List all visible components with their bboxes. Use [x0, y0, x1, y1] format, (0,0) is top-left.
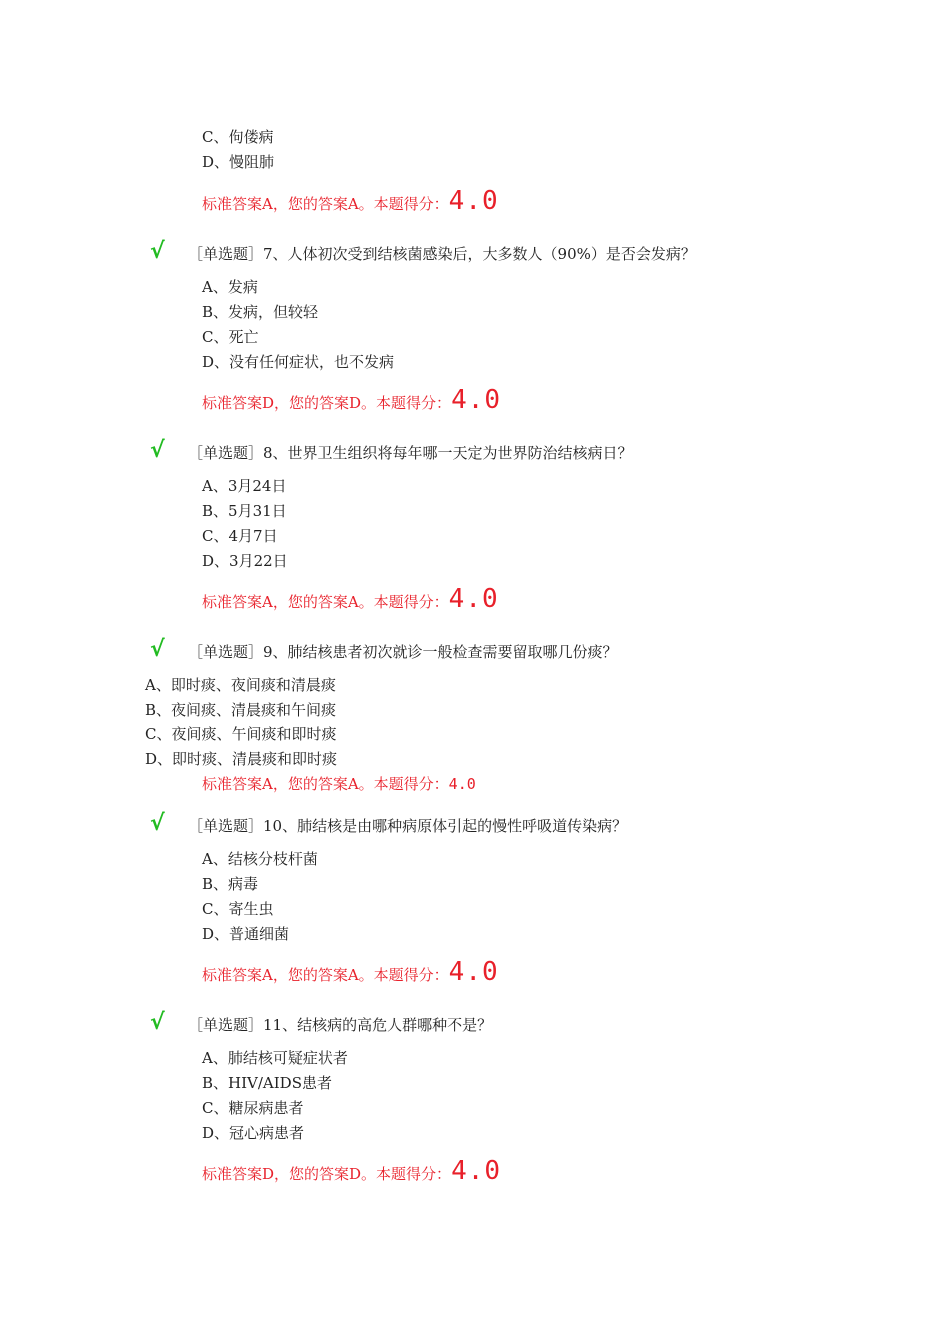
option-b: B、HIV/AIDS患者: [202, 1074, 332, 1092]
option-a: A、发病: [202, 278, 258, 296]
option-d: D、冠心病患者: [202, 1124, 305, 1142]
option-b: B、病毒: [202, 875, 259, 893]
option-d: D、即时痰、清晨痰和即时痰: [145, 750, 338, 768]
option-a: A、3月24日: [202, 477, 287, 495]
answer-line: [202, 387, 501, 413]
answer-line: [202, 188, 499, 214]
answer-text: 标准答案A，您的答案A。本题得分：: [202, 775, 449, 793]
correct-check-icon: √: [150, 1010, 165, 1035]
answer-line: [202, 774, 476, 794]
option-d: D、慢阻肺: [202, 153, 275, 171]
question-prompt: ［单选题］11、结核病的高危人群哪种不是？: [188, 1016, 493, 1034]
score-value: 4.0: [448, 186, 499, 216]
option-d: D、没有任何症状，也不发病: [202, 353, 395, 371]
option-c: C、糖尿病患者: [202, 1099, 304, 1117]
score-value: 4.0: [448, 584, 499, 614]
answer-text: 标准答案D，您的答案D。本题得分：: [202, 1165, 452, 1183]
answer-line: [202, 959, 499, 985]
answer-line: [202, 586, 499, 612]
score-value: 4.0: [448, 775, 476, 793]
option-b: B、发病，但较轻: [202, 303, 319, 321]
score-value: 4.0: [451, 385, 502, 415]
question-prompt: ［单选题］10、肺结核是由哪种病原体引起的慢性呼吸道传染病？: [188, 817, 628, 835]
answer-text: 标准答案D，您的答案D。本题得分：: [202, 394, 452, 412]
option-d: D、3月22日: [202, 552, 288, 570]
correct-check-icon: √: [150, 637, 165, 662]
option-b: B、夜间痰、清晨痰和午间痰: [145, 701, 337, 719]
option-d: D、普通细菌: [202, 925, 290, 943]
option-b: B、5月31日: [202, 502, 287, 520]
correct-check-icon: √: [150, 239, 165, 264]
score-value: 4.0: [451, 1156, 502, 1186]
question-prompt: ［单选题］9、肺结核患者初次就诊一般检查需要留取哪几份痰？: [188, 643, 618, 661]
correct-check-icon: √: [150, 811, 165, 836]
question-prompt: ［单选题］8、世界卫生组织将每年哪一天定为世界防治结核病日？: [188, 444, 633, 462]
answer-line: [202, 1158, 501, 1184]
option-a: A、结核分枝杆菌: [202, 850, 318, 868]
question-prompt: ［单选题］7、人体初次受到结核菌感染后，大多数人（90%）是否会发病？: [188, 245, 696, 263]
correct-check-icon: √: [150, 438, 165, 463]
option-c: C、寄生虫: [202, 900, 274, 918]
option-a: A、肺结核可疑症状者: [202, 1049, 348, 1067]
option-a: A、即时痰、夜间痰和清晨痰: [145, 676, 336, 694]
answer-text: 标准答案A，您的答案A。本题得分：: [202, 593, 449, 611]
answer-text: 标准答案A，您的答案A。本题得分：: [202, 966, 449, 984]
answer-text: 标准答案A，您的答案A。本题得分：: [202, 195, 449, 213]
option-c: C、4月7日: [202, 527, 278, 545]
option-c: C、死亡: [202, 328, 259, 346]
option-c: C、夜间痰、午间痰和即时痰: [145, 725, 337, 743]
score-value: 4.0: [448, 957, 499, 987]
option-c: C、佝偻病: [202, 128, 274, 146]
